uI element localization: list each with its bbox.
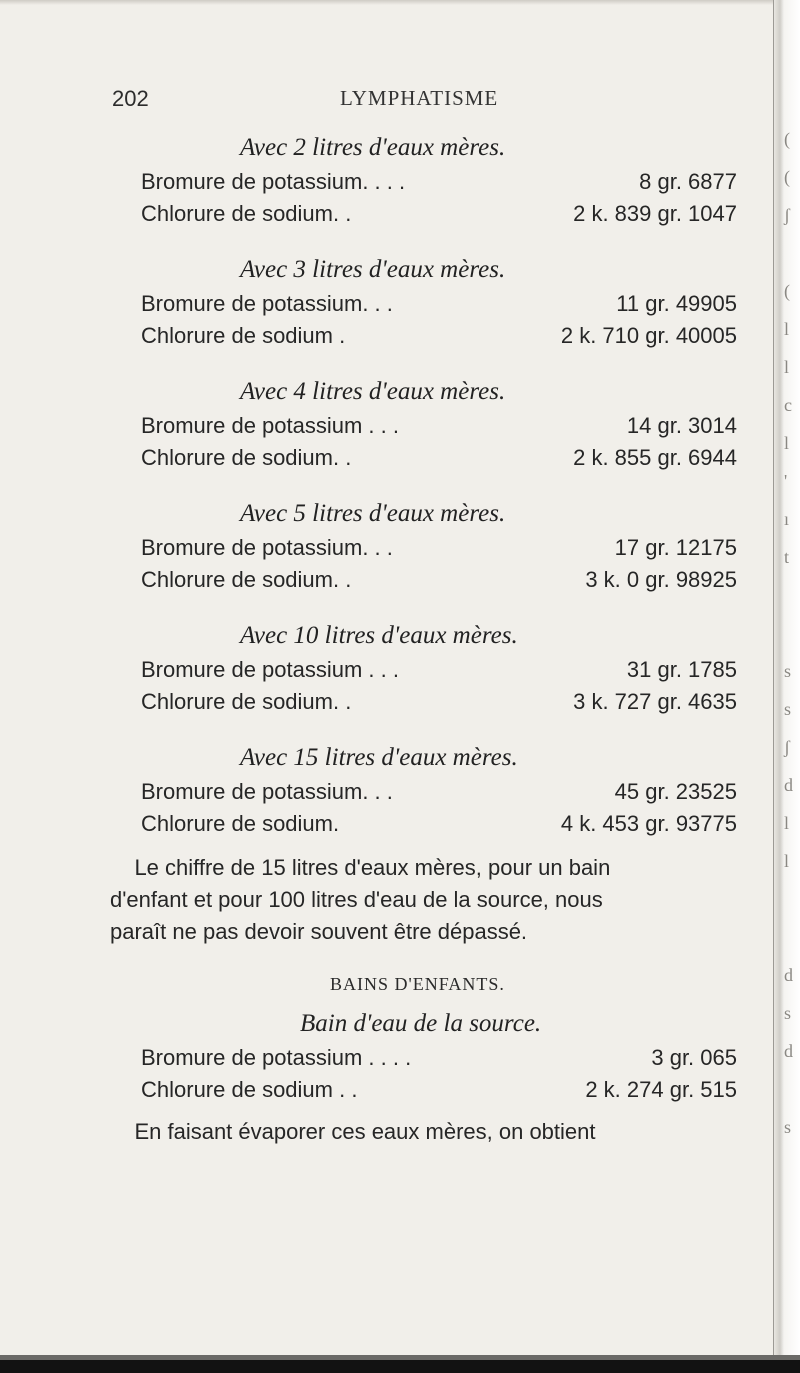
compound-name: Bromure de potassium. . . . [141, 169, 406, 194]
paragraph-line: d'enfant et pour 100 litres d'eau de la source, nous [110, 887, 603, 912]
compound-name: Bromure de potassium . . . [141, 657, 399, 682]
edge-glyph: l [784, 851, 790, 871]
compound-quantity: 45 gr. 23525 [614, 779, 737, 804]
edge-glyph: ' [784, 471, 788, 491]
paragraph-line: En faisant évaporer ces eaux mères, on obtient [110, 1119, 596, 1144]
edge-glyph: ı [784, 509, 790, 529]
paragraph-line: paraît ne pas devoir souvent être dépassé. [110, 919, 528, 944]
section-title: Avec 2 litres d'eaux mères. [240, 134, 506, 161]
page-body [110, 130, 750, 1148]
compound-name: Chlorure de sodium. . [141, 567, 352, 592]
edge-glyph: s [784, 661, 792, 681]
compound-name: Chlorure de sodium. . [141, 445, 352, 470]
compound-name: Chlorure de sodium. . [141, 201, 352, 226]
section-title: Bain d'eau de la source. [300, 1010, 542, 1037]
section-title: Avec 5 litres d'eaux mères. [240, 500, 506, 527]
edge-glyph: ( [784, 167, 790, 187]
edge-glyph: t [784, 547, 790, 567]
edge-glyph: ʃ [784, 205, 790, 225]
compound-quantity: 11 gr. 49905 [616, 291, 737, 316]
compound-quantity: 17 gr. 12175 [614, 535, 737, 560]
compound-name: Bromure de potassium. . . [141, 779, 393, 804]
edge-glyph: l [784, 813, 790, 833]
running-title: LYMPHATISME [340, 86, 499, 110]
edge-glyph: l [784, 433, 790, 453]
section-title: Avec 15 litres d'eaux mères. [240, 744, 518, 771]
edge-glyph [784, 614, 798, 652]
compound-quantity: 31 gr. 1785 [626, 657, 737, 682]
section-title: Avec 3 litres d'eaux mères. [240, 256, 506, 283]
edge-glyph: l [784, 319, 790, 339]
edge-glyph: d [784, 775, 793, 795]
edge-glyph: s [784, 1117, 792, 1137]
compound-quantity: 4 k. 453 gr. 93775 [560, 811, 737, 836]
compound-name: Chlorure de sodium. [141, 811, 340, 836]
next-page-edge [773, 0, 800, 1373]
compound-name: Bromure de potassium . . . . [141, 1045, 412, 1070]
edge-glyph [784, 234, 798, 272]
edge-glyph [784, 918, 798, 956]
compound-quantity: 3 k. 0 gr. 98925 [585, 567, 737, 592]
compound-quantity: 2 k. 274 gr. 515 [585, 1077, 737, 1102]
compound-name: Bromure de potassium. . . [141, 535, 393, 560]
table-row [110, 320, 750, 352]
table-row [110, 564, 750, 596]
page-number: 202 [112, 86, 149, 111]
table-row [110, 808, 750, 840]
paragraph-line: Le chiffre de 15 litres d'eaux mères, pour un bain [110, 855, 611, 880]
compound-name: Chlorure de sodium. . [141, 689, 352, 714]
scan-bottom-border [0, 1355, 800, 1373]
edge-glyph [784, 880, 798, 918]
edge-glyph: s [784, 1003, 792, 1023]
table-row [110, 288, 750, 320]
subheading: BAINS D'ENFANTS. [330, 974, 505, 994]
table-row [110, 776, 750, 808]
running-head [112, 86, 652, 114]
edge-glyph [784, 1070, 798, 1108]
compound-quantity: 2 k. 839 gr. 1047 [573, 201, 737, 226]
body-paragraph [110, 852, 750, 948]
compound-name: Bromure de potassium . . . [141, 413, 399, 438]
edge-glyph [784, 576, 798, 614]
table-row [110, 166, 750, 198]
compound-quantity: 14 gr. 3014 [626, 413, 737, 438]
compound-name: Bromure de potassium. . . [141, 291, 393, 316]
edge-glyph: ʃ [784, 737, 790, 757]
closing-line [110, 1116, 750, 1148]
compound-name: Chlorure de sodium . . [141, 1077, 358, 1102]
table-row [110, 654, 750, 686]
table-row [110, 686, 750, 718]
next-page-glyphs [784, 120, 798, 1146]
table-row [110, 198, 750, 230]
compound-quantity: 2 k. 710 gr. 40005 [560, 323, 737, 348]
compound-quantity: 2 k. 855 gr. 6944 [573, 445, 737, 470]
edge-glyph: c [784, 395, 792, 415]
page-top-shadow [0, 0, 790, 5]
compound-quantity: 8 gr. 6877 [639, 169, 737, 194]
table-row [110, 1074, 750, 1106]
compound-quantity: 3 gr. 065 [651, 1045, 737, 1070]
table-row [110, 1042, 750, 1074]
section-title: Avec 4 litres d'eaux mères. [240, 378, 506, 405]
edge-glyph: d [784, 965, 793, 985]
table-row [110, 532, 750, 564]
compound-name: Chlorure de sodium . [141, 323, 346, 348]
table-row [110, 442, 750, 474]
edge-glyph: d [784, 1041, 793, 1061]
edge-glyph: ( [784, 281, 790, 301]
section-title: Avec 10 litres d'eaux mères. [240, 622, 518, 649]
compound-quantity: 3 k. 727 gr. 4635 [573, 689, 737, 714]
edge-glyph: ( [784, 129, 790, 149]
edge-glyph: l [784, 357, 790, 377]
table-row [110, 410, 750, 442]
edge-glyph: s [784, 699, 792, 719]
